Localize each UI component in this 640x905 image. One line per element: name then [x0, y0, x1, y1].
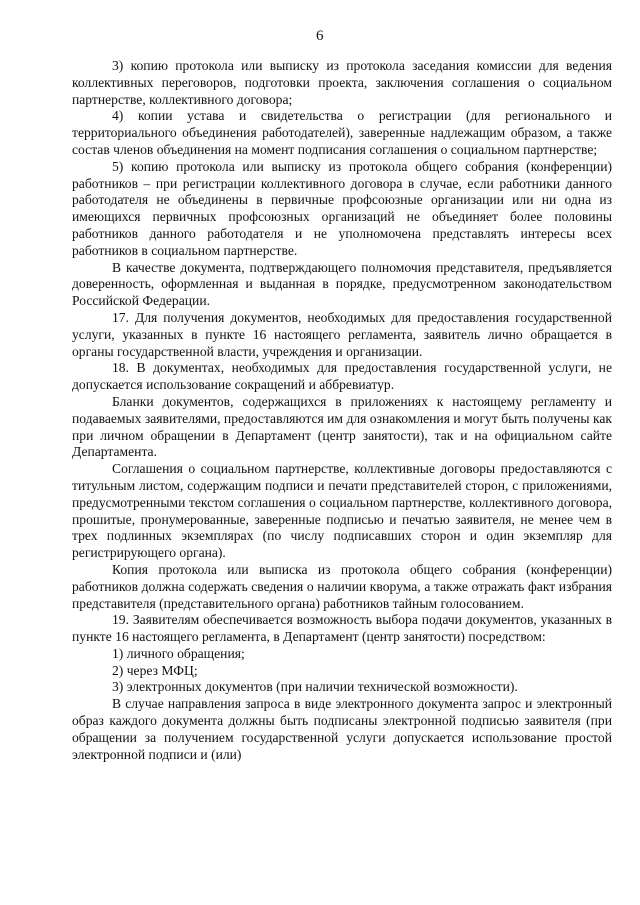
- paragraph-item-5: 5) копию протокола или выписку из протокола общего собрания (конференции) работников – при регистрации коллективного договора в случае, если работники данного работодателя не объединены в первичные профсоюзные организации или ни одна из имеющихся первичных профсоюзных организаций не объединяет более половины работников данного работодателя и не уполномочена представлять интересы всех работников в социальном партнерстве.: [72, 158, 612, 258]
- paragraph-section-18: 18. В документах, необходимых для предоставления государственной услуги, не допускается использование сокращений и аббревиатур.: [72, 360, 612, 393]
- page-number: 6: [316, 28, 324, 44]
- paragraph-section-17: 17. Для получения документов, необходимых для предоставления государственной услуги, указанных в пункте 16 настоящего регламента, заявитель лично обращается в органы государственной власти, учреждения и организации.: [72, 309, 612, 359]
- paragraph-electronic-signature: В случае направления запроса в виде электронного документа запрос и электронный образ каждого документа должны быть подписаны электронной подписью заявителя (при обращении за получением государственной услуги допускается использование простой электронной подписи и (или): [72, 696, 612, 762]
- paragraph-section-19: 19. Заявителям обеспечивается возможность выбора подачи документов, указанных в пункте 16 настоящего регламента, в Департамент (центр занятости) посредством:: [72, 612, 612, 645]
- paragraph-agreements: Соглашения о социальном партнерстве, коллективные договоры предоставляются с титульным листом, содержащим подписи и печати представителей сторон, с приложениями, предусмотренными текстом соглашения о социальном партнерстве, коллективного договора, прошитые, пронумерованные, заверенные подписью и печатью заявителя, не менее чем в трех подлинных экземплярах (по числу подписавших сторон и один экземпляр для регистрирующего органа).: [72, 461, 612, 561]
- paragraph-protocol-copy: Копия протокола или выписка из протокола общего собрания (конференции) работников должна содержать сведения о наличии кворума, а также отражать факт избрания представителя (представительного органа) работников тайным голосованием.: [72, 561, 612, 611]
- paragraph-item-3: 3) копию протокола или выписку из протокола заседания комиссии для ведения коллективных переговоров, подготовки проекта, заключения соглашения о социальном партнерстве, коллективного договора;: [72, 58, 612, 107]
- list-item-mfc: 2) через МФЦ;: [112, 662, 198, 678]
- list-item-personal-appeal: 1) личного обращения;: [112, 645, 245, 661]
- document-body: [72, 58, 612, 763]
- list-item-electronic-docs: 3) электронных документов (при наличии технической возможности).: [112, 679, 518, 695]
- paragraph-forms: Бланки документов, содержащихся в приложениях к настоящему регламенту и подаваемых заявителями, предоставляются им для ознакомления и могут быть получены как при личном обращении в Департамент (центр занятости), так и на официальном сайте Департамента.: [72, 393, 612, 460]
- paragraph-item-4: 4) копии устава и свидетельства о регистрации (для регионального и территориального объединения работодателей), заверенные надлежащим образом, а также состав членов объединения на момент подписания соглашения о социальном партнерстве;: [72, 108, 612, 157]
- paragraph-power-of-attorney: В качестве документа, подтверждающего полномочия представителя, предъявляется доверенность, оформленная и выданная в порядке, предусмотренном законодательством Российской Федерации.: [72, 259, 612, 309]
